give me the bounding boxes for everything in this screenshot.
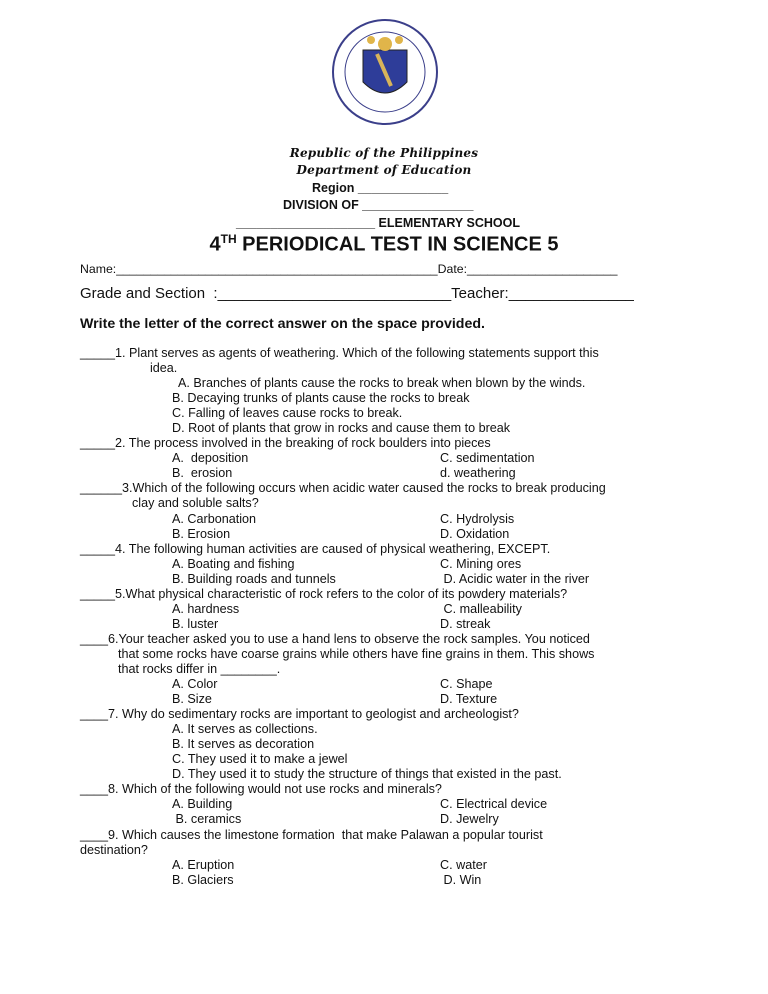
answer-choice: C. Falling of leaves cause rocks to break. [172, 406, 403, 421]
school-line: ____________________ ELEMENTARY SCHOOL [236, 216, 520, 230]
question-stem[interactable]: _____4. The following human activities are caused of physical weathering, EXCEPT. [80, 541, 551, 556]
question-stem[interactable]: ____8. Which of the following would not use rocks and minerals? [80, 782, 442, 797]
answer-choice: A. Boating and fishing [172, 556, 295, 571]
question-stem-continued: that some rocks have coarse grains while others have fine grains in them. This shows [118, 646, 595, 661]
question-9-line [80, 828, 720, 843]
question-8-line [80, 782, 720, 797]
answer-choice: B. Glaciers [172, 872, 234, 887]
division-line: DIVISION OF ________________ [283, 198, 474, 212]
question-6-line [80, 632, 720, 647]
question-2-line [80, 436, 720, 451]
answer-choice: A. It serves as collections. [172, 722, 318, 737]
question-stem-continued: clay and soluble salts? [132, 496, 259, 511]
name-date-field[interactable]: Name:_______________________________________________Date:______________________ [80, 262, 618, 276]
choice-row [80, 421, 720, 436]
region-line: Region _____________ [312, 181, 449, 195]
choice-row [80, 527, 720, 542]
answer-choice: D. Win [440, 872, 482, 887]
answer-choice: B. luster [172, 616, 219, 631]
answer-choice: C. water [440, 857, 487, 872]
answer-choice: D. Texture [440, 692, 498, 707]
choice-row [80, 692, 720, 707]
answer-choice: B. It serves as decoration [172, 737, 315, 752]
answer-choice: C. Mining ores [440, 556, 522, 571]
choice-row [80, 572, 720, 587]
question-stem[interactable]: ______3.Which of the following occurs when acidic water caused the rocks to break producing [80, 481, 606, 496]
question-6-line [80, 662, 720, 677]
choice-row [80, 602, 720, 617]
choice-row [80, 557, 720, 572]
answer-choice: D. Root of plants that grow in rocks and cause them to break [172, 421, 511, 436]
answer-choice: A. deposition [172, 451, 249, 466]
choice-row [80, 767, 720, 782]
answer-choice: C. Hydrolysis [440, 511, 515, 526]
question-stem[interactable]: _____2. The process involved in the breaking of rock boulders into pieces [80, 436, 491, 451]
question-stem[interactable]: _____5.What physical characteristic of rock refers to the color of its powdery materials? [80, 586, 568, 601]
question-9-line [80, 843, 720, 858]
answer-choice: A. Building [172, 797, 233, 812]
answer-choice: d. weathering [440, 466, 516, 481]
question-stem[interactable]: ____9. Which causes the limestone formation that make Palawan a popular tourist [80, 827, 543, 842]
answer-choice: B. Building roads and tunnels [172, 571, 336, 586]
answer-choice: C. Electrical device [440, 797, 548, 812]
answer-choice: C. Shape [440, 677, 493, 692]
instruction: Write the letter of the correct answer on the space provided. [80, 316, 485, 332]
choice-row [80, 812, 720, 827]
question-3-line [80, 496, 720, 511]
deped-seal-logo [327, 12, 443, 128]
title-number: 4 [209, 233, 221, 256]
question-3-line [80, 481, 720, 496]
answer-choice: A. Color [172, 677, 218, 692]
question-7-line [80, 707, 720, 722]
choice-row [80, 722, 720, 737]
grade-teacher-field[interactable]: Grade and Section :____________________________Teacher:_______________ [80, 285, 634, 302]
choice-row [80, 858, 720, 873]
department-heading: Department of Education [296, 163, 472, 177]
question-stem[interactable]: ____6.Your teacher asked you to use a hand lens to observe the rock samples. You noticed [80, 631, 590, 646]
title-text: PERIODICAL TEST IN SCIENCE 5 [236, 233, 559, 256]
answer-choice: A. hardness [172, 601, 240, 616]
question-6-line [80, 647, 720, 662]
question-1-line [80, 361, 720, 376]
answer-choice: C. malleability [440, 601, 522, 616]
choice-row [80, 797, 720, 812]
answer-choice: D. They used it to study the structure of things that existed in the past. [172, 767, 562, 782]
answer-choice: C. They used it to make a jewel [172, 752, 348, 767]
choice-row [80, 737, 720, 752]
choice-row [80, 376, 720, 391]
choice-row [80, 873, 720, 888]
choice-row [80, 617, 720, 632]
question-4-line [80, 542, 720, 557]
answer-choice: B. ceramics [172, 812, 242, 827]
choice-row [80, 677, 720, 692]
answer-choice: B. Erosion [172, 526, 231, 541]
question-list [80, 346, 720, 888]
choice-row [80, 512, 720, 527]
choice-row [80, 466, 720, 481]
answer-choice: D. Jewelry [440, 812, 499, 827]
answer-choice: D. Acidic water in the river [440, 571, 590, 586]
question-stem-continued: destination? [80, 842, 148, 857]
title-superscript: TH [220, 232, 237, 246]
question-1-line [80, 346, 720, 361]
answer-choice: C. sedimentation [440, 451, 535, 466]
question-stem-continued: idea. [150, 361, 178, 376]
answer-choice: D. streak [440, 616, 491, 631]
answer-choice: A. Branches of plants cause the rocks to break when blown by the winds. [178, 376, 586, 391]
question-stem[interactable]: _____1. Plant serves as agents of weathering. Which of the following statements support this [80, 346, 599, 360]
choice-row [80, 391, 720, 406]
choice-row [80, 451, 720, 466]
choice-row [80, 406, 720, 421]
answer-choice: D. Oxidation [440, 526, 510, 541]
republic-heading: Republic of the Philippines [289, 146, 479, 160]
answer-choice: B. Decaying trunks of plants cause the rocks to break [172, 391, 470, 406]
question-stem-continued: that rocks differ in ________. [118, 661, 281, 676]
test-title [0, 232, 768, 257]
answer-choice: A. Carbonation [172, 511, 257, 526]
question-5-line [80, 587, 720, 602]
answer-choice: A. Eruption [172, 857, 235, 872]
choice-row [80, 752, 720, 767]
question-stem[interactable]: ____7. Why do sedimentary rocks are important to geologist and archeologist? [80, 707, 519, 722]
answer-choice: B. Size [172, 692, 212, 707]
answer-choice: B. erosion [172, 466, 233, 481]
